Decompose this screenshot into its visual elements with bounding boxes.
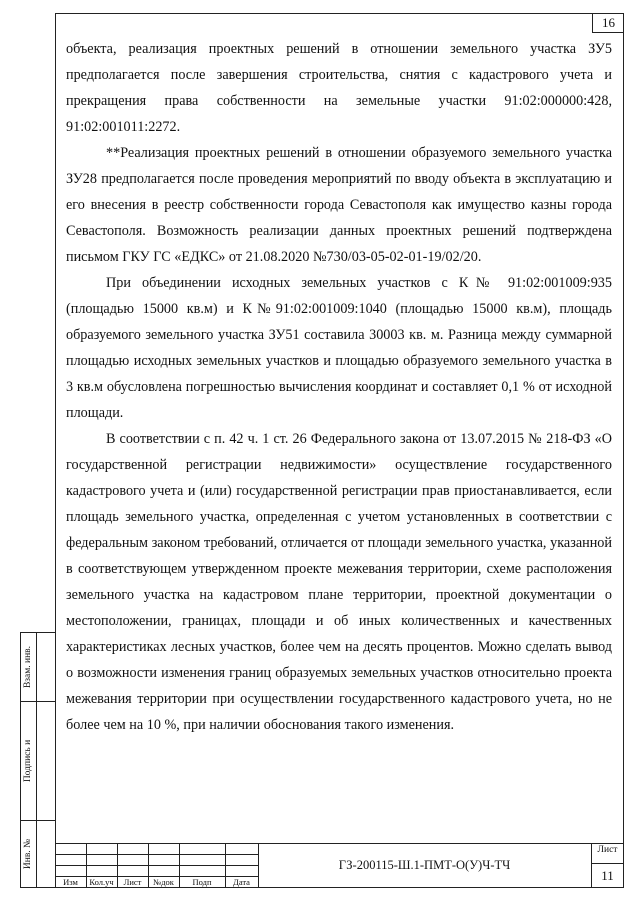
document-body (66, 36, 612, 738)
sheet-number: 11 (601, 868, 614, 883)
paragraph-1: объекта, реализация проектных решений в отношении земельного участка ЗУ5 предполагается после завершения строительства, снятия с кадастрового учета и прекращения права собственности на земельные участки 91:02:000000:428, 91:02:001011:2272. (66, 41, 612, 135)
side-stamp-divider (36, 632, 37, 888)
col-koluch: Кол.уч (89, 877, 114, 887)
paragraph-2: **Реализация проектных решений в отношении образуемого земельного участка ЗУ28 предполагается после проведения мероприятий по вводу объекта в эксплуатацию и его внесения в реестр собственности города Севастополя как имущество казны города Севастополя. Возможность реализации данных проектных решений подтверждена письмом ГКУ ГС «ЕДКС» от 21.08.2020 №730/03-05-02-01-19/02/20. (66, 145, 612, 265)
title-block (55, 843, 624, 888)
sheet-label: Лист (597, 845, 618, 855)
col-podp: Подп (192, 877, 212, 887)
side-label-podpis: Подпись и (23, 739, 34, 782)
document-code: ГЗ-200115-Ш.1-ПМТ-О(У)Ч-ТЧ (338, 858, 511, 872)
col-data: Дата (233, 877, 250, 887)
side-label-inv: Инв. № (23, 838, 33, 870)
col-ndok: №док (153, 877, 174, 887)
col-list: Лист (123, 877, 142, 887)
page-number: 16 (592, 13, 624, 33)
paragraph-4: В соответствии с п. 42 ч. 1 ст. 26 Федерального закона от 13.07.2015 № 218-ФЗ «О государственной регистрации недвижимости» осуществление государственного кадастрового учета и (или) государственной регистрации прав приостанавливается, если площадь земельного участка, определенная с учетом установленных в соответствии с федеральным законом требований, отличается от площади земельного участка, указанной в соответствующем утвержденном проекте межевания территории, схеме расположения земельного участка на кадастровом плане территории, проектной документации о местоположении, границах, площади и об иных количественных и качественных характеристиках лесных участков, более чем на десять процентов. Можно сделать вывод о возможности изменения границ образуемых земельных участков относительно проекта межевания территории при осуществлении государственного кадастрового учета, но не более чем на 10 %, при наличии обоснования такого изменения. (66, 431, 612, 733)
paragraph-3: При объединении исходных земельных участков с К№ 91:02:001009:935 (площадью 15000 кв.м) и К№91:02:001009:1040 (площадью 15000 кв.м), площадь образуемого земельного участка ЗУ51 составила 30003 кв. м. Разница между суммарной площадью исходных земельных участков и площадью образуемого земельного участка в 3 кв.м обусловлена погрешностью вычисления координат и составляет 0,1 % от исходной площади. (66, 275, 612, 421)
col-izm: Изм (63, 877, 78, 887)
side-label-vzam: Взам. инв. (23, 645, 34, 688)
